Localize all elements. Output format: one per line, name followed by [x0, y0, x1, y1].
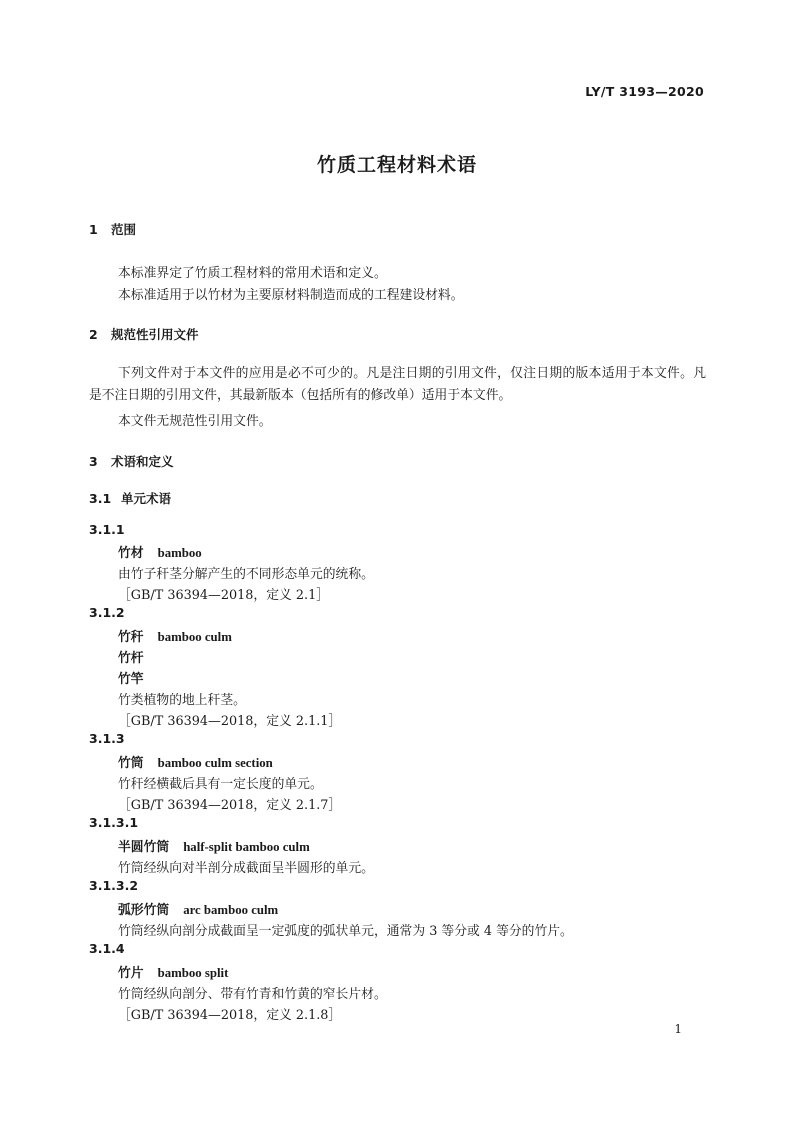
term-definition: 竹秆经横截后具有一定长度的单元。	[118, 777, 323, 792]
section-title: 术语和定义	[111, 454, 174, 469]
term-english: bamboo culm	[157, 630, 232, 644]
section-number: 3.1	[89, 491, 112, 506]
scope-paragraph-2: 本标准适用于以竹材为主要原材料制造而成的工程建设材料。	[118, 288, 464, 303]
term-english: bamboo	[157, 546, 202, 560]
term-english: half-split bamboo culm	[183, 840, 310, 854]
section-title: 范围	[111, 222, 137, 237]
section-title: 单元术语	[121, 491, 172, 506]
clause-number: 3.1.4	[89, 941, 125, 956]
term-chinese: 弧形竹筒	[118, 903, 170, 918]
term-chinese: 半圆竹筒	[118, 840, 170, 855]
term-source: ［GB/T 36394—2018，定义 2.1.1］	[118, 714, 342, 729]
references-paragraph-1: 下列文件对于本文件的应用是必不可少的。凡是注日期的引用文件，仅注日期的版本适用于本文件。凡是不注日期的引用文件，其最新版本（包括所有的修改单）适用于本文件。	[89, 366, 706, 403]
section-number: 3	[89, 454, 98, 469]
term-entry	[118, 542, 202, 561]
section-title: 规范性引用文件	[111, 327, 199, 342]
term-definition: 竹类植物的地上秆茎。	[118, 693, 246, 708]
term-english: bamboo split	[157, 966, 229, 980]
section-3-1-heading	[89, 489, 171, 507]
clause-number: 3.1.2	[89, 605, 125, 620]
clause-number: 3.1.3.2	[89, 878, 139, 893]
section-number: 2	[89, 327, 98, 342]
term-definition: 竹筒经纵向对半剖分成截面呈半圆形的单元。	[118, 861, 374, 876]
term-synonym	[118, 647, 144, 666]
section-3-heading	[89, 452, 174, 470]
term-entry	[118, 626, 232, 645]
term-english: arc bamboo culm	[183, 903, 279, 917]
term-chinese: 竹片	[118, 966, 144, 981]
term-synonym	[118, 668, 144, 687]
clause-number: 3.1.1	[89, 522, 125, 537]
scope-paragraph-1: 本标准界定了竹质工程材料的常用术语和定义。	[118, 266, 387, 281]
term-source: ［GB/T 36394—2018，定义 2.1］	[118, 588, 330, 603]
term-entry	[118, 962, 228, 981]
standard-number: LY/T 3193—2020	[585, 84, 704, 99]
term-chinese: 竹筒	[118, 756, 144, 771]
references-paragraph-2: 本文件无规范性引用文件。	[118, 414, 272, 429]
term-chinese: 竹材	[118, 546, 144, 561]
term-entry	[118, 752, 273, 771]
section-number: 1	[89, 222, 98, 237]
term-source: ［GB/T 36394—2018，定义 2.1.7］	[118, 798, 342, 813]
term-chinese: 竹杆	[118, 651, 144, 666]
term-english: bamboo culm section	[157, 756, 273, 770]
term-definition: 竹筒经纵向剖分、带有竹青和竹黄的窄长片材。	[118, 987, 387, 1002]
section-1-heading	[89, 220, 136, 238]
term-chinese: 竹竿	[118, 672, 144, 687]
page-number: 1	[674, 1022, 682, 1036]
term-entry	[118, 899, 278, 918]
term-definition: 由竹子秆茎分解产生的不同形态单元的统称。	[118, 567, 374, 582]
clause-number: 3.1.3.1	[89, 815, 139, 830]
document-title: 竹质工程材料术语	[316, 154, 477, 176]
term-definition: 竹筒经纵向剖分成截面呈一定弧度的弧状单元，通常为 3 等分或 4 等分的竹片。	[118, 924, 573, 939]
clause-number: 3.1.3	[89, 731, 125, 746]
term-source: ［GB/T 36394—2018，定义 2.1.8］	[118, 1008, 342, 1023]
term-chinese: 竹秆	[118, 630, 144, 645]
term-entry	[118, 836, 310, 855]
section-2-heading	[89, 325, 199, 343]
